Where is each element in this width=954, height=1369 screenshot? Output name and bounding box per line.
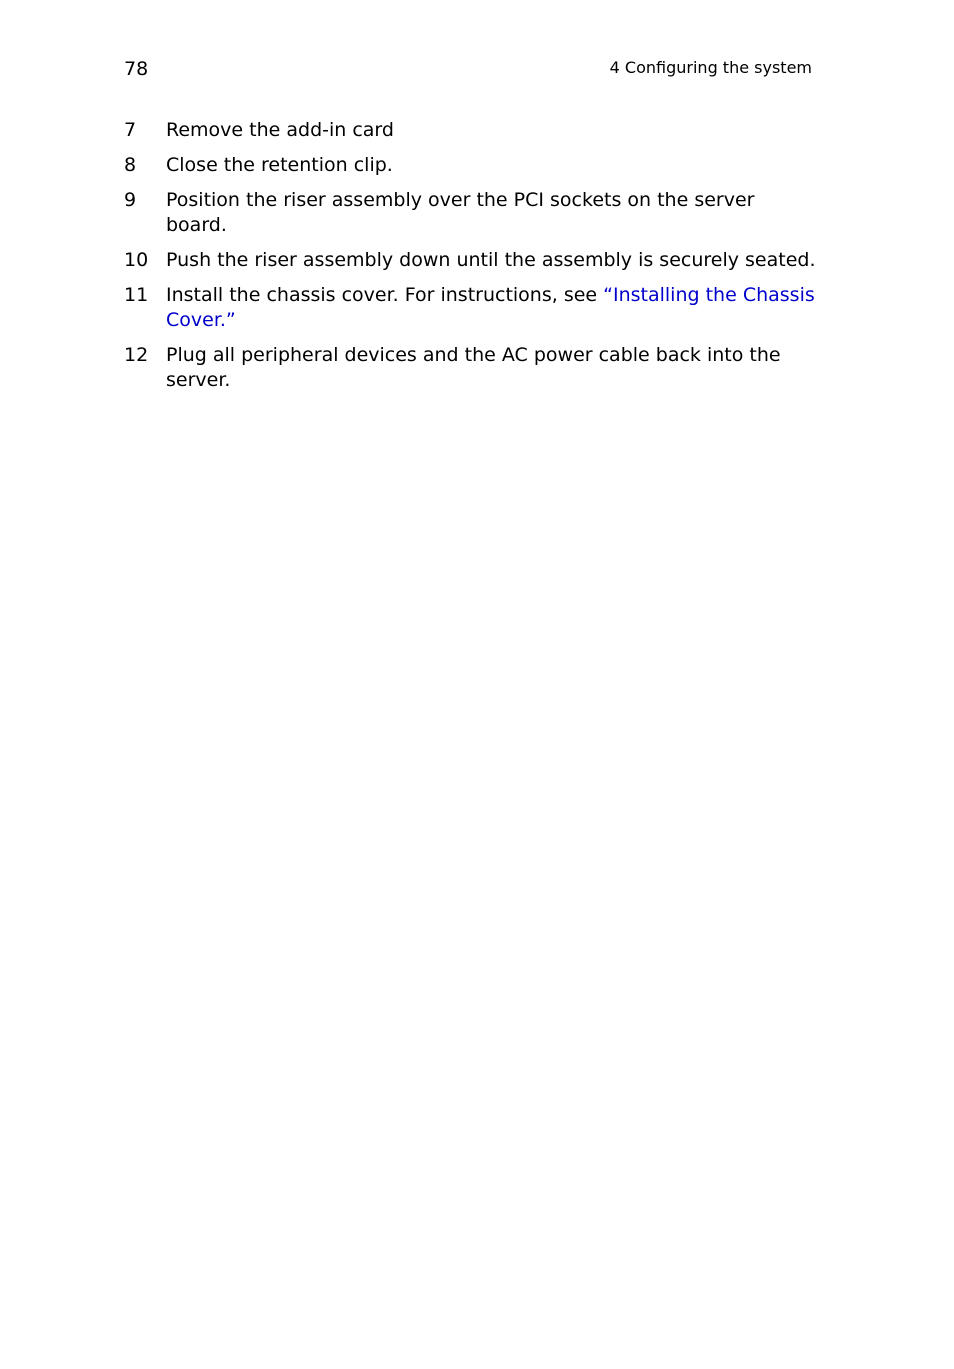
step-text-prefix: Install the chassis cover. For instructions, see xyxy=(166,284,604,306)
step-item xyxy=(124,343,824,393)
step-number: 10 xyxy=(124,249,149,271)
step-text: Push the riser assembly down until the assembly is securely seated. xyxy=(166,249,816,271)
page-number: 78 xyxy=(124,58,149,80)
step-item xyxy=(124,283,824,333)
step-item xyxy=(124,153,824,178)
step-list xyxy=(124,118,824,403)
link-text-line-2: Cover.” xyxy=(166,309,236,331)
step-text xyxy=(166,283,824,333)
step-item xyxy=(124,118,824,143)
step-number: 12 xyxy=(124,344,149,366)
step-number: 11 xyxy=(124,284,149,306)
step-number: 7 xyxy=(124,119,137,141)
step-number: 9 xyxy=(124,189,137,211)
step-text: Position the riser assembly over the PCI sockets on the server board. xyxy=(166,189,755,236)
step-text: Close the retention clip. xyxy=(166,154,393,176)
step-text: Remove the add-in card xyxy=(166,119,394,141)
step-number: 8 xyxy=(124,154,137,176)
link-text-line-1: “Installing the Chassis xyxy=(603,284,815,306)
step-item xyxy=(124,188,824,238)
running-header: 4 Configuring the system xyxy=(609,58,812,77)
step-item xyxy=(124,248,824,273)
step-text: Plug all peripheral devices and the AC power cable back into the server. xyxy=(166,344,781,391)
